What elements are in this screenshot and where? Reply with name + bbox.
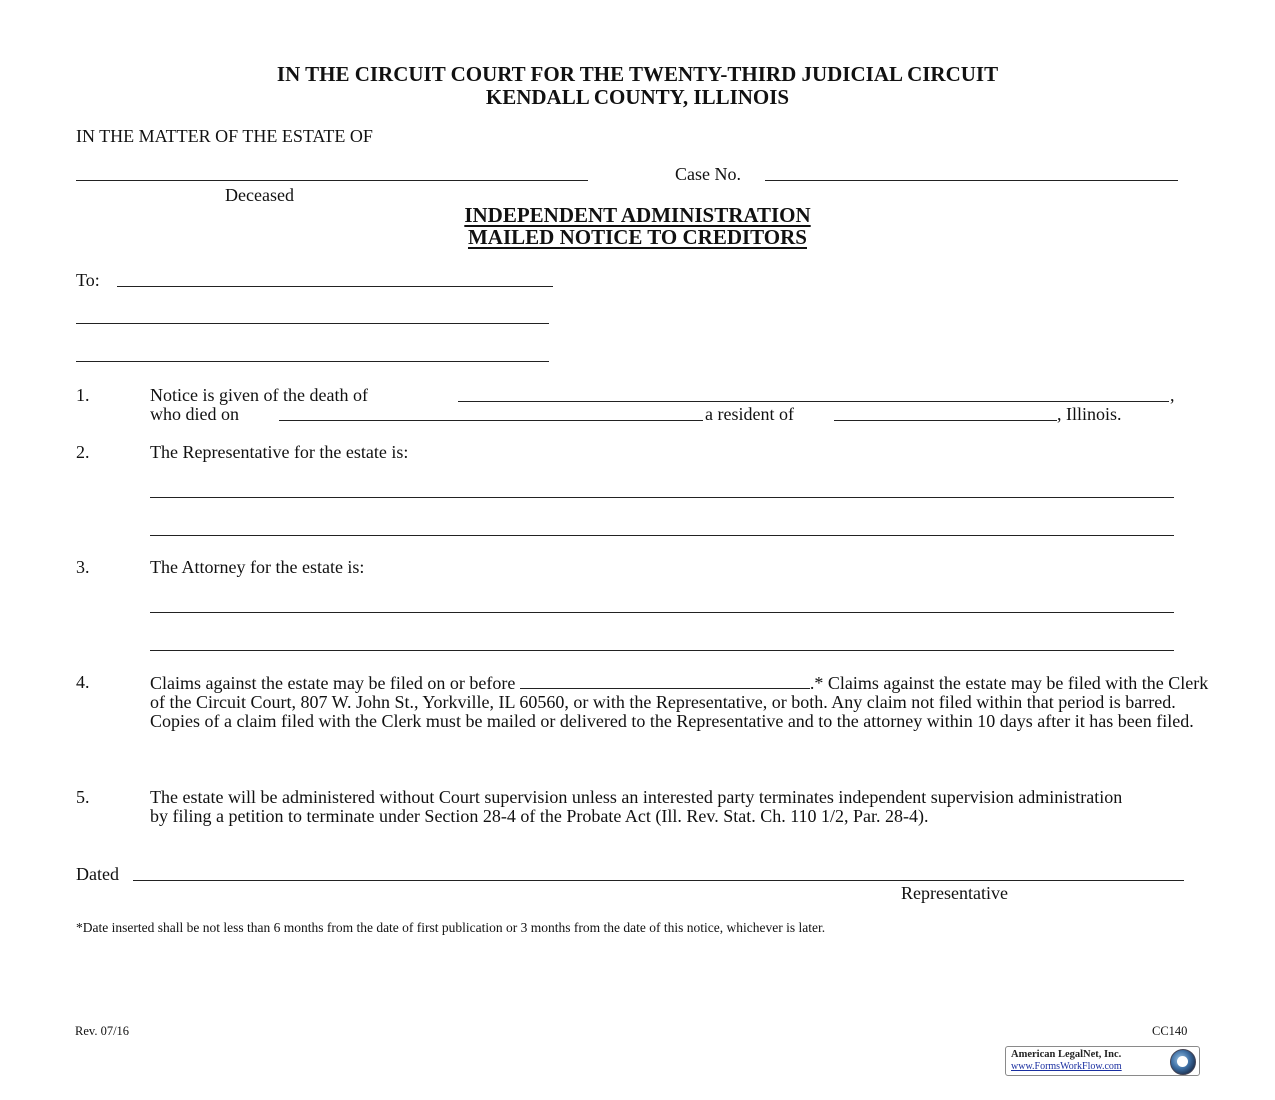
item-4-text-b: .* Claims against the estate may be filed with the Clerk of the Circuit Court, 807 W. John St., Yorkville, IL 60560, or with the Representative, or both. Any claim not filed within that period is barred. Copies of a claim filed with the Clerk must be mailed or delivered to the Representative and to the attorney within 10 days after it has been filed. — [150, 673, 1209, 732]
representative-line-2[interactable] — [150, 535, 1174, 536]
revision-label: Rev. 07/16 — [75, 1024, 130, 1038]
item-2-text: The Representative for the estate is: — [150, 442, 409, 462]
publisher-logo[interactable] — [1005, 1046, 1200, 1076]
to-label: To: — [76, 270, 100, 290]
dated-label: Dated — [76, 864, 119, 884]
form-title-line1: INDEPENDENT ADMINISTRATION — [464, 203, 811, 227]
form-code: CC140 — [1152, 1024, 1188, 1038]
item-1-number: 1. — [76, 385, 90, 405]
deceased-label: Deceased — [225, 185, 294, 205]
globe-logo-icon — [1170, 1049, 1196, 1075]
item-5-paragraph: The estate will be administered without Court supervision unless an interested party terminates independent supervision administration by filing a petition to terminate under Section 28-4 of the Probate Act (Ill. Rev. Stat. Ch. 110 1/2, Par. 28-4). — [150, 787, 1123, 827]
claims-date-field[interactable] — [520, 673, 810, 689]
matter-label: IN THE MATTER OF THE ESTATE OF — [76, 126, 373, 146]
item-1-text-a: Notice is given of the death of — [150, 385, 368, 405]
date-of-death-field[interactable] — [279, 420, 703, 421]
representative-signature-label: Representative — [901, 883, 1008, 903]
item-2-number: 2. — [76, 442, 90, 462]
item-3-text: The Attorney for the estate is: — [150, 557, 365, 577]
case-no-label: Case No. — [675, 164, 741, 184]
county-heading: KENDALL COUNTY, ILLINOIS — [485, 85, 790, 109]
residence-field[interactable] — [834, 420, 1057, 421]
item-3-number: 3. — [76, 557, 90, 577]
to-line-2[interactable] — [76, 323, 549, 324]
case-no-field[interactable] — [765, 180, 1178, 181]
to-line-1[interactable] — [117, 286, 553, 287]
item-1-text-c: a resident of — [705, 404, 794, 424]
to-line-3[interactable] — [76, 361, 549, 362]
publisher-url-link[interactable]: www.FormsWorkFlow.com — [1011, 1061, 1122, 1072]
item-4-text-a: Claims against the estate may be filed on or before — [150, 673, 516, 693]
deceased-name-field[interactable] — [76, 180, 588, 181]
attorney-line-1[interactable] — [150, 612, 1174, 613]
attorney-line-2[interactable] — [150, 650, 1174, 651]
item-4-number: 4. — [76, 672, 90, 692]
item-1-text-d: , Illinois. — [1057, 404, 1122, 424]
form-title-line2: MAILED NOTICE TO CREDITORS — [467, 225, 807, 249]
dated-signature-field[interactable] — [133, 880, 1184, 881]
footnote: *Date inserted shall be not less than 6 months from the date of first publication or 3 months from the date of this notice, whichever is later. — [76, 920, 826, 935]
item-1-text-b: who died on — [150, 404, 239, 424]
decedent-name-field[interactable] — [458, 401, 1169, 402]
item-4-paragraph — [150, 673, 1210, 732]
court-heading: IN THE CIRCUIT COURT FOR THE TWENTY-THIRD JUDICIAL CIRCUIT — [276, 62, 999, 86]
publisher-name: American LegalNet, Inc. — [1011, 1049, 1122, 1060]
item-5-number: 5. — [76, 787, 90, 807]
representative-line-1[interactable] — [150, 497, 1174, 498]
item-1-comma: , — [1170, 385, 1175, 405]
